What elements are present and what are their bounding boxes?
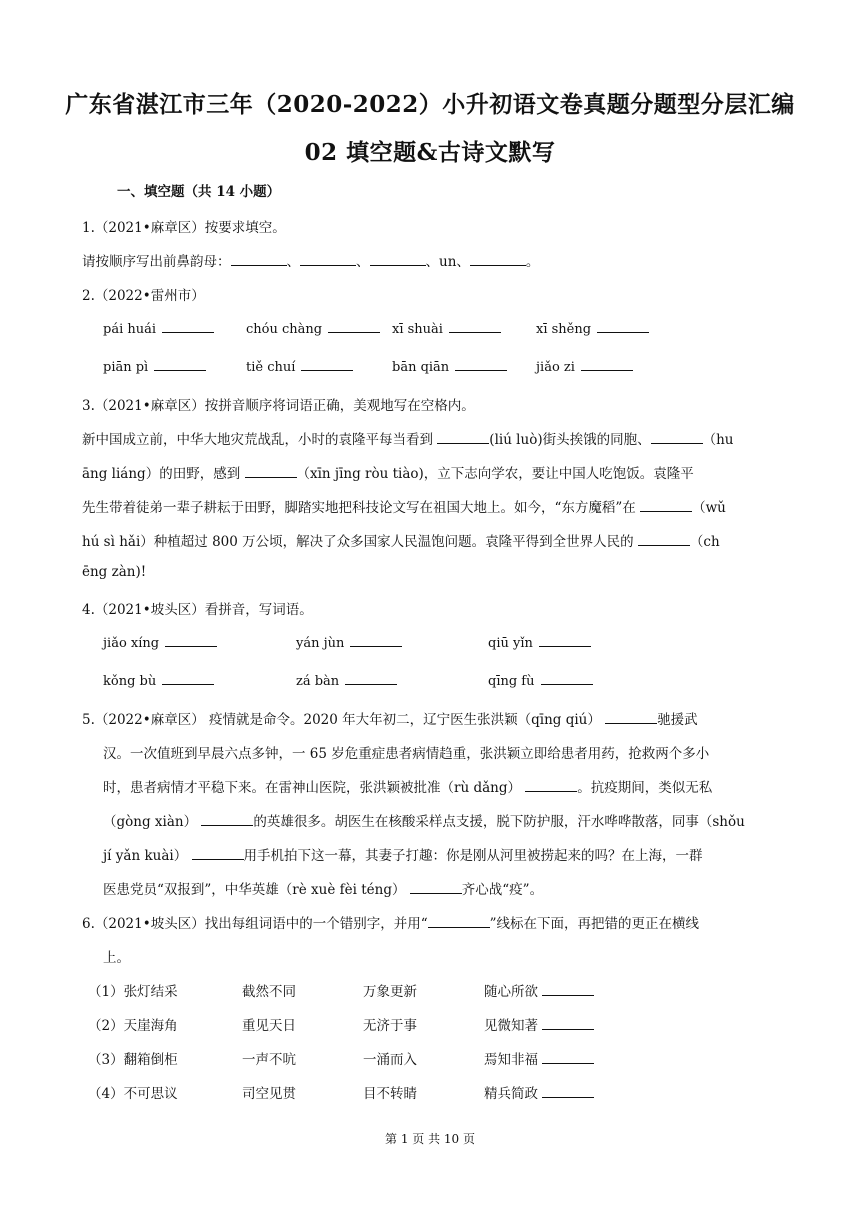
pinyin-item: bān qiān bbox=[392, 358, 507, 375]
pinyin-item: jiǎo zi bbox=[536, 358, 633, 375]
pinyin-item: xī shěng bbox=[536, 320, 649, 337]
q1-end: 。 bbox=[525, 254, 540, 270]
q6-cell: （3）翻箱倒柜 bbox=[88, 1052, 178, 1068]
q6-cell: 司空见贯 bbox=[242, 1086, 296, 1102]
pinyin-item: yán jùn bbox=[296, 634, 402, 651]
pinyin-item: xī shuài bbox=[392, 320, 501, 337]
q3-line: ēng zàn)! bbox=[82, 564, 147, 580]
q6-cell: 精兵简政 bbox=[484, 1082, 594, 1102]
pinyin-item: tiě chuí bbox=[246, 358, 353, 375]
page-footer: 第 1 页 共 10 页 bbox=[385, 1132, 475, 1146]
answer-blank bbox=[470, 253, 526, 266]
pinyin-item: qīng fù bbox=[488, 672, 593, 689]
q6-cell: 重见天日 bbox=[242, 1018, 296, 1034]
q1-body bbox=[82, 250, 539, 270]
q6-cell: 目不转睛 bbox=[363, 1086, 417, 1102]
q1-prompt: 请按顺序写出前鼻韵母： bbox=[82, 254, 231, 270]
pinyin-item: pái huái bbox=[103, 320, 214, 337]
answer-blank bbox=[231, 253, 287, 266]
q5-line: （gòng xiàn） 的英雄很多。胡医生在核酸采样点支援，脱下防护服，汗水哗哗散落，同事（shǒu bbox=[103, 814, 745, 830]
q3-heading: 3.（2021•麻章区）按拼音顺序将词语正确，美观地写在空格内。 bbox=[82, 398, 475, 414]
q1-heading: 1.（2021•麻章区）按要求填空。 bbox=[82, 220, 286, 236]
q6-cell: （1）张灯结采 bbox=[88, 984, 178, 1000]
pinyin-item: chóu chàng bbox=[246, 320, 380, 337]
pinyin-item: kǒng bù bbox=[103, 672, 214, 689]
q1-sep: 、 bbox=[356, 254, 370, 270]
document-title-line2: 02 填空题&古诗文默写 bbox=[304, 139, 556, 166]
q6-cell: 随心所欲 bbox=[484, 980, 594, 1000]
q4-heading: 4.（2021•坡头区）看拼音，写词语。 bbox=[82, 602, 313, 618]
q1-sep: 、 bbox=[286, 254, 300, 270]
q5-line: jí yǎn kuài） 用手机拍下这一幕，其妻子打趣：你是刚从河里被捞起来的吗？在上海，一群 bbox=[103, 848, 703, 864]
answer-blank bbox=[300, 253, 356, 266]
answer-blank bbox=[370, 253, 426, 266]
pinyin-item: qiū yǐn bbox=[488, 634, 591, 651]
pinyin-item: jiǎo xíng bbox=[103, 634, 217, 651]
q5-line: 汉。一次值班到早晨六点多钟，一 65 岁危重症患者病情趋重，张洪颖立即给患者用药，抢救两个多小 bbox=[103, 746, 710, 762]
q6-cell: （2）天崖海角 bbox=[88, 1018, 178, 1034]
q5-line: 5.（2022•麻章区） 疫情就是命令。2020 年大年初二，辽宁医生张洪颖（qīng qiú） 驰援武 bbox=[82, 712, 698, 728]
q6-cell: 见微知著 bbox=[484, 1014, 594, 1034]
q6-cell: （4）不可思议 bbox=[88, 1086, 178, 1102]
pinyin-item: piān pì bbox=[103, 358, 206, 375]
q3-line: 先生带着徒弟一辈子耕耘于田野，脚踏实地把科技论文写在祖国大地上。如今，“东方魔稻”在 （wǔ bbox=[82, 500, 726, 516]
q3-line: 新中国成立前，中华大地灾荒战乱，小时的袁隆平每当看到 (liú luò)街头挨饿的同胞、 （hu bbox=[82, 432, 734, 448]
q5-line: 时，患者病情才平稳下来。在雷神山医院，张洪颖被批准（rù dǎng） 。抗疫期间，类似无私 bbox=[103, 780, 713, 796]
q3-line: āng liáng）的田野，感到 （xīn jīng ròu tiào)，立下志向学农，要让中国人吃饱饭。袁隆平 bbox=[82, 466, 694, 482]
q6-line: 上。 bbox=[103, 950, 130, 966]
q6-line: 6.（2021•坡头区）找出每组词语中的一个错别字，并用“ ”线标在下面，再把错的更正在横线 bbox=[82, 916, 700, 932]
q6-cell: 万象更新 bbox=[363, 984, 417, 1000]
q6-cell: 截然不同 bbox=[242, 984, 296, 1000]
q6-cell: 一涌而入 bbox=[363, 1052, 417, 1068]
q2-heading: 2.（2022•雷州市） bbox=[82, 288, 205, 304]
q3-line: hú sì hǎi）种植超过 800 万公顷，解决了众多国家人民温饱问题。袁隆平得到全世界人民的 （ch bbox=[82, 534, 720, 550]
q6-cell: 焉知非福 bbox=[484, 1048, 594, 1068]
pinyin-item: zá bàn bbox=[296, 672, 397, 689]
q5-line: 医患党员“双报到”，中华英雄（rè xuè fèi téng） 齐心战“疫”。 bbox=[103, 882, 544, 898]
q1-sep: 、un、 bbox=[425, 254, 470, 270]
document-title-line1: 广东省湛江市三年（2020-2022）小升初语文卷真题分题型分层汇编 bbox=[65, 91, 795, 118]
section-heading: 一、填空题（共 14 小题） bbox=[117, 184, 281, 200]
q6-cell: 一声不吭 bbox=[242, 1052, 296, 1068]
q6-cell: 无济于事 bbox=[363, 1018, 417, 1034]
